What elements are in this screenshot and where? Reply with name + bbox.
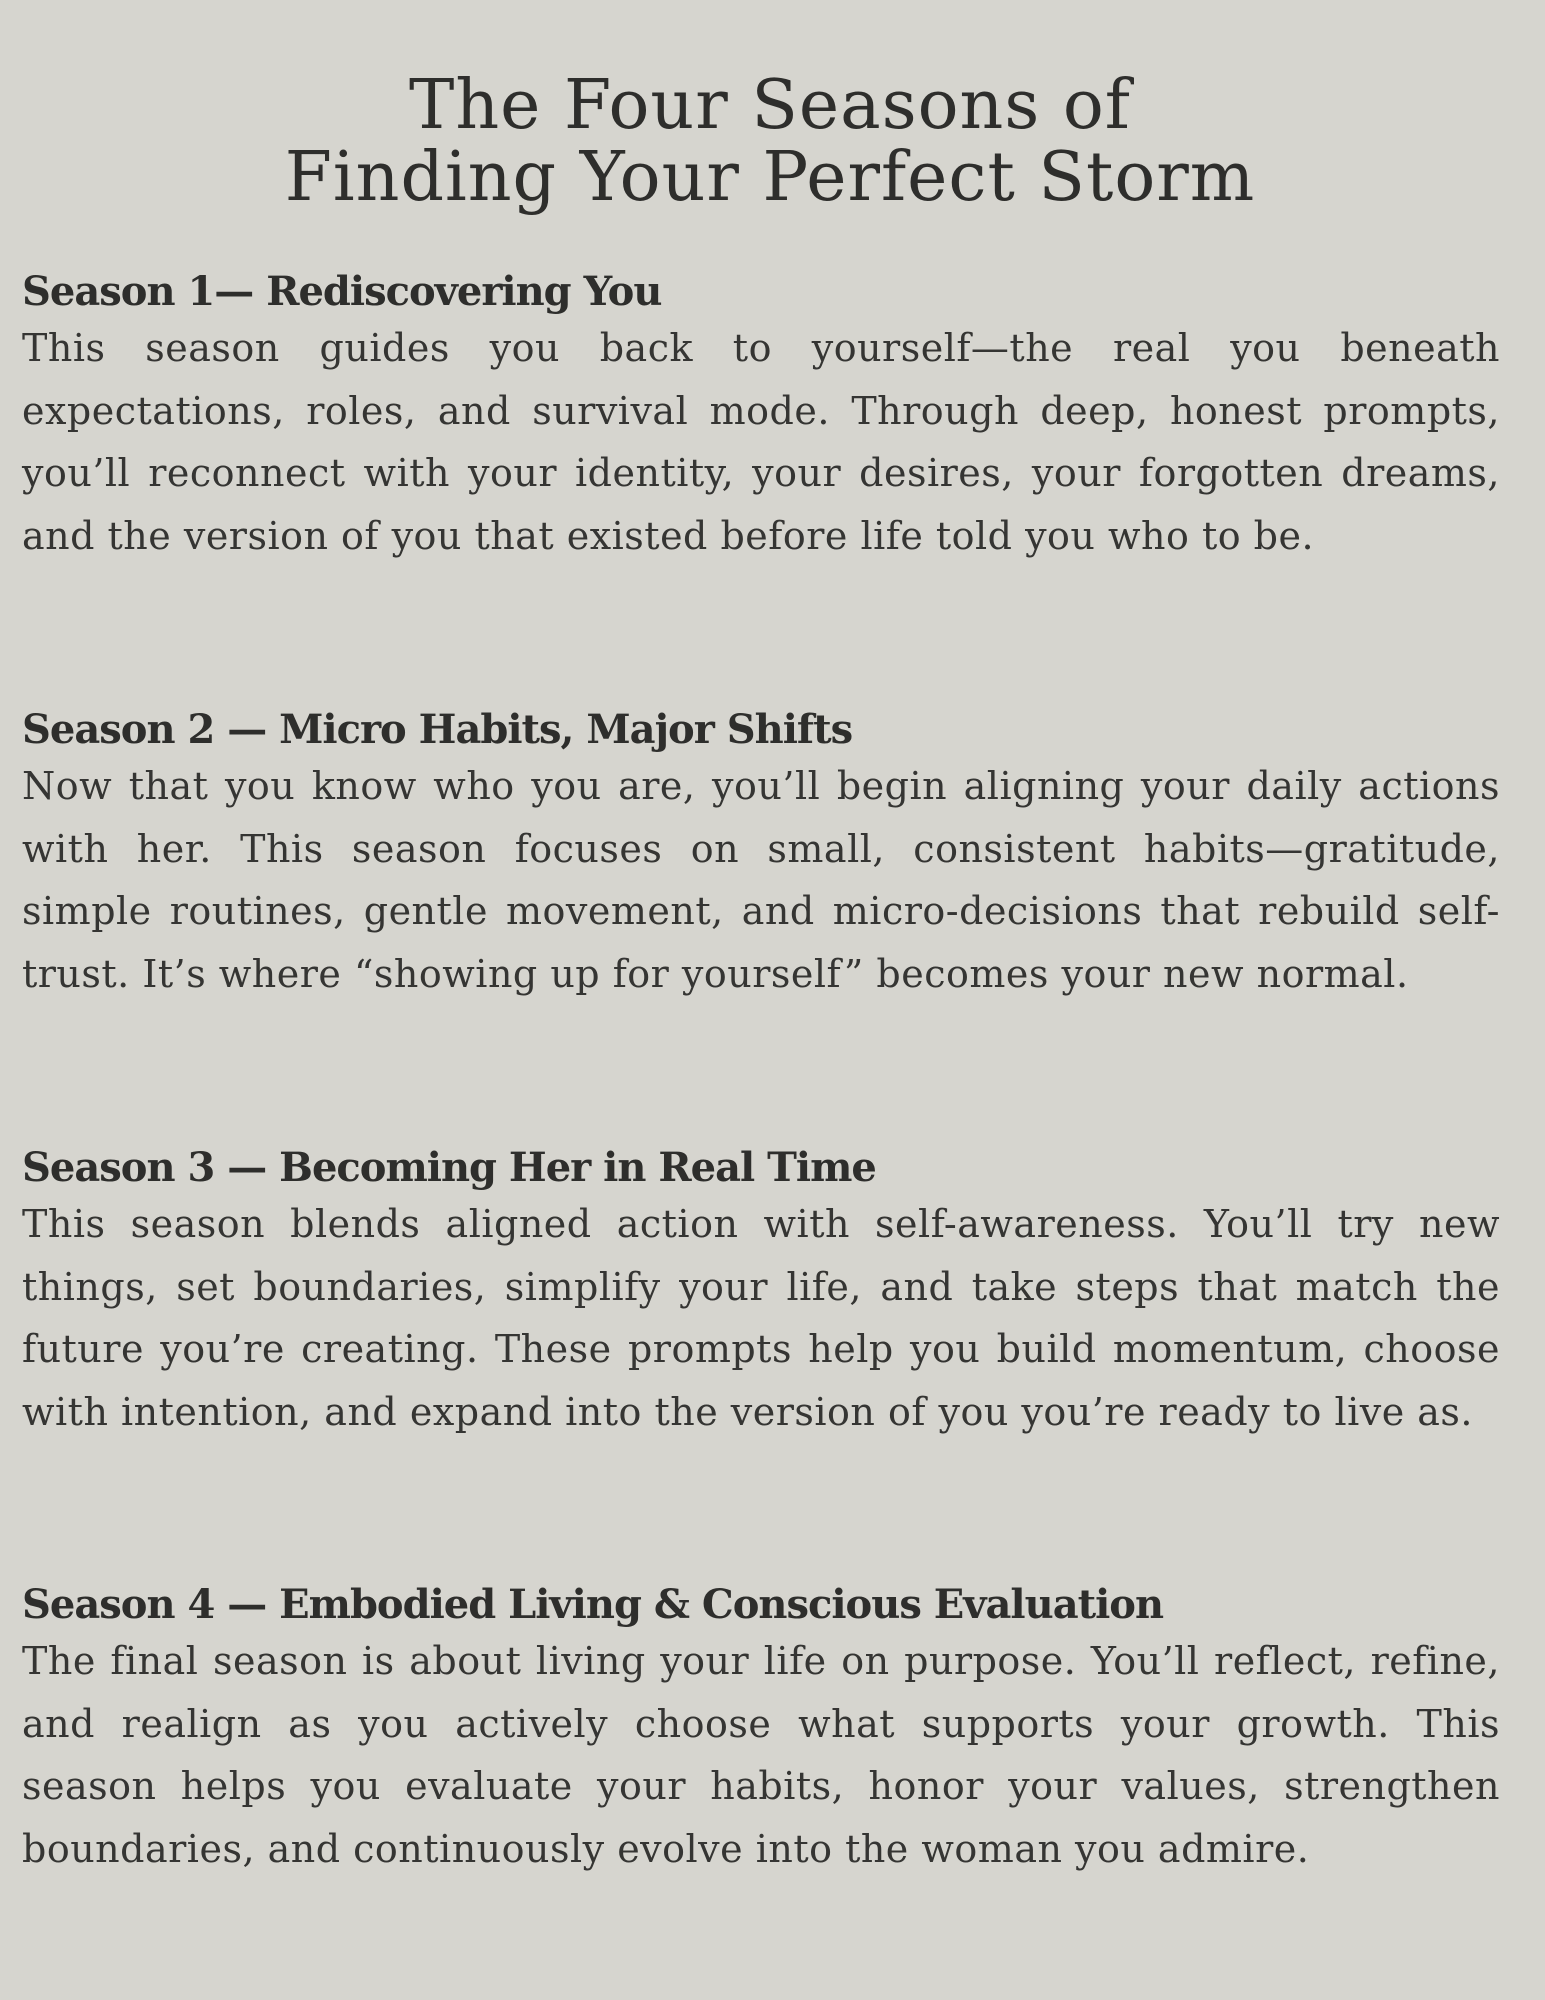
- page-title-line-1: The Four Seasons of: [409, 66, 1131, 145]
- season-2-body: Now that you know who you are, you’ll begin aligning your daily actions with her. This season focuses on small, consistent habits—gratitude, simple routines, gentle movement, and micro-decisions that rebuild self-trust. It’s where “showing up for yourself” becomes your new normal.: [22, 764, 1500, 996]
- season-2-section: [22, 705, 1500, 1005]
- season-2-heading: Season 2 — Micro Habits, Major Shifts: [22, 706, 853, 753]
- season-3-body: This season blends aligned action with self-awareness. You’ll try new things, set boundaries, simplify your life, and take steps that match the future you’re creating. These prompts help you build momentum, choose with intention, and expand into the version of you you’re ready to live as.: [22, 1202, 1500, 1434]
- season-1-heading: Season 1— Rediscovering You: [22, 268, 662, 315]
- season-3-section: [22, 1143, 1500, 1443]
- document-page: [22, 0, 1500, 2000]
- season-4-heading: Season 4 — Embodied Living & Conscious Evaluation: [22, 1581, 1164, 1628]
- season-3-heading: Season 3 — Becoming Her in Real Time: [22, 1144, 876, 1191]
- season-4-body: The final season is about living your life on purpose. You’ll reflect, refine, and realign as you actively choose what supports your growth. This season helps you evaluate your habits, honor your values, strengthen boundaries, and continuously evolve into the woman you admire.: [22, 1639, 1500, 1871]
- season-4-section: [22, 1580, 1500, 1880]
- season-1-section: [22, 267, 1500, 567]
- season-1-body: This season guides you back to yourself—the real you beneath expectations, roles, and survival mode. Through deep, honest prompts, you’ll reconnect with your identity, your desires, your forgotten dreams, and the version of you that existed before life told you who to be.: [22, 326, 1500, 558]
- page-title-line-2: Finding Your Perfect Storm: [284, 138, 1256, 217]
